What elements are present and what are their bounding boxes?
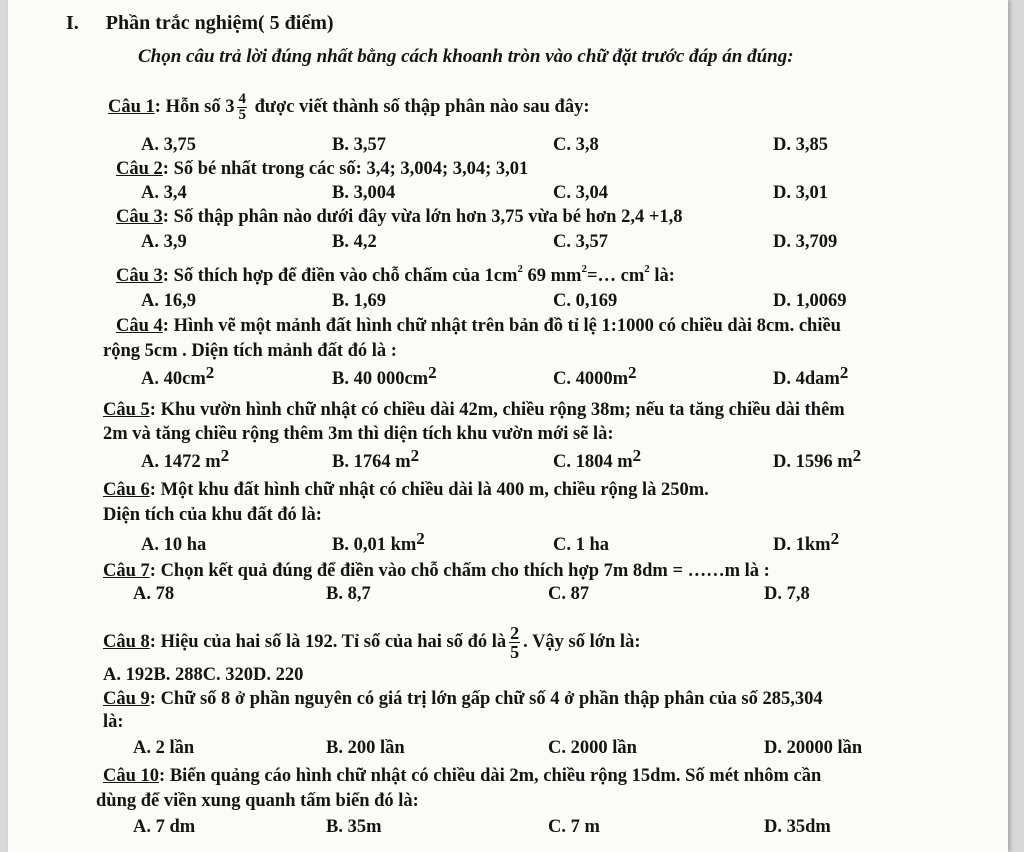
question-2-label: Câu 2 [116, 159, 163, 179]
q7-option-d[interactable]: D. 7,8 [764, 584, 810, 604]
exponent: 2 [220, 446, 230, 465]
question-5-line2: 2m và tăng chiều rộng thêm 3m thì diện tích khu vườn mới sẽ là: [103, 424, 614, 444]
q7-option-c[interactable]: C. 87 [548, 584, 590, 604]
fraction-numerator: 2 [510, 623, 520, 643]
exponent: 2 [428, 363, 437, 382]
question-1-pre: : Hỗn số 3 [154, 96, 235, 117]
exponent: 2 [839, 363, 849, 382]
q5-option-c[interactable] [553, 446, 642, 473]
question-3a [116, 207, 683, 228]
q3b-option-a[interactable]: A. 16,9 [141, 291, 196, 311]
question-2 [116, 159, 528, 180]
instruction: Chọn câu trả lời đúng nhất bằng cách khoanh tròn vào chữ đặt trước đáp án đúng: [138, 46, 794, 67]
exponent: 2 [517, 263, 523, 275]
question-5 [103, 400, 845, 421]
q2-option-a[interactable]: A. 3,4 [141, 183, 187, 203]
q9-option-c[interactable]: C. 2000 lần [548, 738, 637, 758]
option-text: C. 1804 m [553, 452, 633, 472]
section-title: Phần trắc nghiệm( 5 điểm) [105, 12, 334, 34]
q1-option-b[interactable]: B. 3,57 [332, 135, 386, 155]
q6-option-a[interactable] [141, 535, 206, 556]
section-header [66, 12, 334, 35]
q8-options[interactable]: A. 192B. 288C. 320D. 220 [103, 665, 304, 685]
question-8-post: . Vậy số lớn là: [523, 631, 641, 652]
q1-option-c[interactable]: C. 3,8 [553, 135, 599, 155]
exponent: 2 [830, 529, 840, 548]
q5-option-a[interactable] [141, 446, 230, 473]
option-text: A. 40cm [141, 369, 206, 389]
question-6 [103, 480, 709, 501]
section-roman: I. [66, 12, 79, 34]
q4-option-a[interactable] [141, 363, 215, 390]
question-10-label: Câu 10 [103, 766, 160, 786]
q3b-option-c[interactable]: C. 0,169 [553, 291, 618, 311]
option-text: A. 10 ha [141, 535, 207, 555]
question-5-label: Câu 5 [103, 400, 150, 420]
exponent: 2 [632, 446, 642, 465]
q6-option-d[interactable] [773, 529, 840, 556]
q9-option-b[interactable]: B. 200 lần [326, 738, 405, 758]
question-7-label: Câu 7 [103, 561, 150, 581]
q1-option-d[interactable]: D. 3,85 [773, 135, 828, 155]
ratio-fraction [509, 624, 520, 661]
question-5-line1: : Khu vườn hình chữ nhật có chiều dài 42m, chiều rộng 38m; nếu ta tăng chiều dài thêm [149, 400, 845, 420]
question-1-post: được viết thành số thập phân nào sau đây: [249, 96, 590, 117]
option-text: B. 0,01 km [332, 535, 417, 555]
exponent: 2 [644, 263, 650, 275]
question-4 [116, 316, 841, 337]
fraction-denominator: 5 [510, 642, 520, 662]
q7-option-a[interactable]: A. 78 [133, 584, 175, 604]
q3a-option-a[interactable]: A. 3,9 [141, 232, 187, 252]
q4-option-d[interactable] [773, 363, 849, 390]
option-text: D. 1596 m [773, 452, 853, 472]
question-8-label: Câu 8 [103, 631, 150, 652]
question-1 [108, 92, 590, 123]
option-text: C. 1 ha [553, 535, 610, 555]
q10-option-d[interactable]: D. 35dm [764, 817, 831, 837]
question-8 [103, 624, 640, 661]
q5-option-b[interactable] [332, 446, 420, 473]
question-8-pre: : Hiệu của hai số là 192. Tỉ số của hai số đó là [149, 631, 507, 652]
question-3b-mid: 69 mm [522, 266, 582, 286]
q1-option-a[interactable]: A. 3,75 [141, 135, 196, 155]
question-3a-text: : Số thập phân nào dưới đây vừa lớn hơn 3,75 vừa bé hơn 2,4 +1,8 [162, 207, 683, 227]
question-10-line2: dùng để viền xung quanh tấm biển đó là: [96, 791, 419, 811]
question-3b-mid2: =… cm [586, 266, 645, 286]
q10-option-b[interactable]: B. 35m [326, 817, 382, 837]
exam-page [8, 0, 1008, 852]
option-text: D. 4dam [773, 369, 840, 389]
question-4-line1: : Hình vẽ một mảnh đất hình chữ nhật trên bản đồ tỉ lệ 1:1000 có chiều dài 8cm. chiều [162, 316, 841, 336]
question-3b-post: là: [649, 266, 675, 286]
q3b-option-d[interactable]: D. 1,0069 [773, 291, 847, 311]
q2-option-c[interactable]: C. 3,04 [553, 183, 608, 203]
q10-option-c[interactable]: C. 7 m [548, 817, 600, 837]
q5-option-d[interactable] [773, 446, 862, 473]
q2-option-d[interactable]: D. 3,01 [773, 183, 828, 203]
q3a-option-d[interactable]: D. 3,709 [773, 232, 838, 252]
mixed-fraction [237, 92, 247, 123]
q3a-option-b[interactable]: B. 4,2 [332, 232, 377, 252]
question-6-label: Câu 6 [103, 480, 150, 500]
question-3b [116, 263, 675, 287]
q4-option-c[interactable] [553, 363, 637, 390]
option-text: D. 1km [773, 535, 831, 555]
option-text: C. 4000m [553, 369, 629, 389]
question-2-text: : Số bé nhất trong các số: 3,4; 3,004; 3,04; 3,01 [162, 159, 529, 179]
option-text: A. 1472 m [141, 452, 221, 472]
question-4-label: Câu 4 [116, 316, 163, 336]
question-6-line2: Diện tích của khu đất đó là: [103, 505, 322, 525]
q2-option-b[interactable]: B. 3,004 [332, 183, 396, 203]
question-9-label: Câu 9 [103, 689, 150, 709]
exponent: 2 [628, 363, 637, 382]
q4-option-b[interactable] [332, 363, 437, 390]
option-text: B. 40 000cm [332, 369, 429, 389]
question-3a-label: Câu 3 [116, 207, 163, 227]
question-7 [103, 561, 770, 582]
exponent: 2 [410, 446, 420, 465]
question-3b-pre: : Số thích hợp để điền vào chỗ chấm của 1cm [162, 266, 518, 286]
q6-option-c[interactable] [553, 535, 609, 556]
q6-option-b[interactable] [332, 529, 425, 556]
exponent: 2 [852, 446, 862, 465]
question-3b-label: Câu 3 [116, 266, 163, 286]
q3a-option-c[interactable]: C. 3,57 [553, 232, 608, 252]
question-7-text: : Chọn kết quả đúng để điền vào chỗ chấm cho thích hợp 7m 8dm = ……m là : [149, 561, 770, 581]
question-4-line2: rộng 5cm . Diện tích mảnh đất đó là : [103, 341, 397, 361]
question-6-line1: : Một khu đất hình chữ nhật có chiều dài là 400 m, chiều rộng là 250m. [149, 480, 709, 500]
question-9-line2: là: [103, 712, 124, 732]
option-text: B. 1764 m [332, 452, 411, 472]
exponent: 2 [581, 263, 587, 275]
question-1-label: Câu 1 [108, 96, 155, 117]
fraction-numerator: 4 [238, 91, 246, 107]
q9-option-a[interactable]: A. 2 lần [133, 738, 195, 758]
question-10 [103, 766, 821, 787]
question-9-line1: : Chữ số 8 ở phần nguyên có giá trị lớn gấp chữ số 4 ở phần thập phân của số 285,304 [149, 689, 823, 709]
question-10-line1: : Biển quảng cáo hình chữ nhật có chiều dài 2m, chiều rộng 15dm. Số mét nhôm cần [159, 766, 822, 786]
q10-option-a[interactable]: A. 7 dm [133, 817, 196, 837]
fraction-denominator: 5 [238, 107, 246, 123]
q3b-option-b[interactable]: B. 1,69 [332, 291, 386, 311]
exponent: 2 [416, 529, 425, 548]
q9-option-d[interactable]: D. 20000 lần [764, 738, 863, 758]
q7-option-b[interactable]: B. 8,7 [326, 584, 371, 604]
question-9 [103, 689, 823, 710]
exponent: 2 [205, 363, 215, 382]
